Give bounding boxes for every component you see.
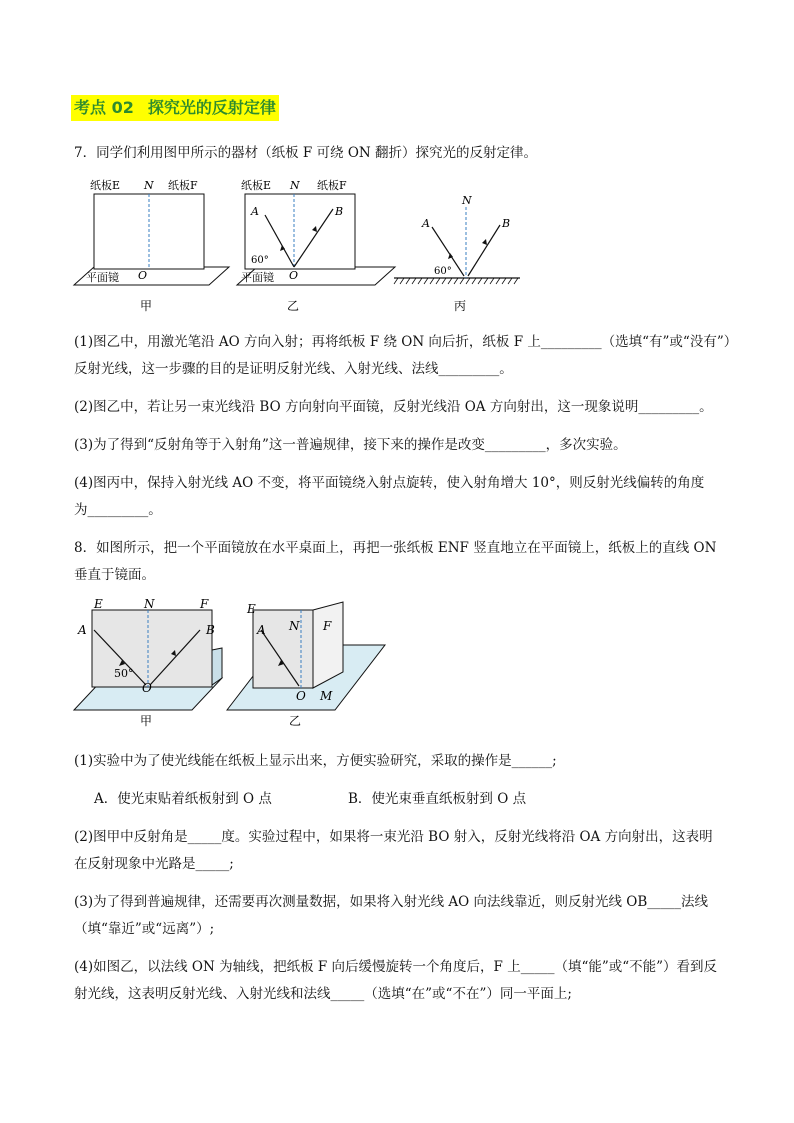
- q8-part4-line1: (4)如图乙，以法线 ON 为轴线，把纸板 F 向后缓慢旋转一个角度后，F 上_____（填“能”或“不能”）看到反: [74, 959, 718, 975]
- q8-part2-line2: 在反射现象中光路是_____;: [74, 856, 234, 872]
- section-title: 探究光的反射定律: [147, 98, 276, 117]
- q8-stem-line2: 垂直于镜面。: [74, 567, 155, 583]
- fig8-jia-b: B: [206, 623, 215, 637]
- fig8-jia-e: E: [94, 597, 103, 611]
- fig8-jia-o: O: [142, 681, 152, 695]
- fig8-jia-angle: 50°: [114, 667, 134, 680]
- fig8-jia-a: A: [78, 623, 87, 637]
- fig8-yi-f: F: [323, 619, 332, 633]
- fig7-yi-caption: 乙: [287, 299, 300, 313]
- fig8-jia-f: F: [200, 597, 209, 611]
- figure-8-yi: [225, 600, 385, 730]
- q8-option-b: B．使光束垂直纸板射到 O 点: [348, 791, 527, 807]
- section-heading: [71, 95, 279, 121]
- fig8-yi-m: M: [320, 689, 333, 703]
- q7-part2: (2)图乙中，若让另一束光线沿 BO 方向射向平面镜，反射光线沿 OA 方向射出，这一现象说明_________。: [74, 399, 713, 415]
- fig7-yi-n: N: [290, 179, 300, 192]
- fig7-jia-o: O: [138, 269, 148, 282]
- fig7-bing-b: B: [502, 217, 511, 230]
- figure-7-yi: [235, 175, 395, 315]
- fig8-yi-n: N: [289, 619, 300, 633]
- fig7-jia-caption: 甲: [140, 299, 153, 313]
- q7-part4-line2: 为_________。: [74, 502, 162, 518]
- fig8-yi-o: O: [296, 689, 306, 703]
- q7-part1-line1: (1)图乙中，用激光笔沿 AO 方向入射；再将纸板 F 绕 ON 向后折，纸板 F 上_________（选填“有”或“没有”）: [74, 334, 738, 350]
- fig7-yi-board-f: 纸板F: [317, 179, 347, 192]
- q7-part1-line2: 反射光线，这一步骤的目的是证明反射光线、入射光线、法线_________。: [74, 361, 513, 377]
- q8-part2-line1: (2)图甲中反射角是_____度。实验过程中，如果将一束光沿 BO 射入，反射光线将沿 OA 方向射出，这表明: [74, 829, 713, 845]
- q7-stem: 7．同学们利用图甲所示的器材（纸板 F 可绕 ON 翻折）探究光的反射定律。: [74, 145, 538, 161]
- fig7-bing-caption: 丙: [454, 299, 467, 313]
- fig8-jia-caption: 甲: [140, 714, 153, 728]
- fig7-yi-board-e: 纸板E: [241, 179, 272, 192]
- fig7-yi-b: B: [335, 205, 344, 218]
- fig7-jia-board-f: 纸板F: [168, 179, 198, 192]
- section-label: 考点 02: [74, 98, 134, 117]
- fig7-bing-angle: 60°: [434, 266, 452, 277]
- fig8-yi-e: E: [247, 602, 256, 616]
- q7-part3: (3)为了得到“反射角等于入射角”这一普遍规律，接下来的操作是改变_________，多次实验。: [74, 437, 627, 453]
- fig7-jia-n: N: [144, 179, 154, 192]
- q8-part4-line2: 射光线，这表明反射光线、入射光线和法线_____（选填“在”或“不在”）同一平面上;: [74, 986, 572, 1002]
- q8-option-a: A．使光束贴着纸板射到 O 点: [94, 791, 272, 807]
- q8-stem-line1: 8．如图所示，把一个平面镜放在水平桌面上，再把一张纸板 ENF 竖直地立在平面镜上，纸板上的直线 ON: [74, 540, 717, 556]
- figure-8-jia: [72, 597, 232, 730]
- fig7-yi-o: O: [289, 269, 299, 282]
- fig8-yi-caption: 乙: [289, 714, 302, 728]
- figure-7-bing: [392, 175, 532, 315]
- q8-part3-line1: (3)为了得到普遍规律，还需要再次测量数据，如果将入射光线 AO 向法线靠近，则反射光线 OB_____法线: [74, 894, 709, 910]
- fig7-jia-mirror: 平面镜: [86, 271, 119, 284]
- fig7-jia-board-e: 纸板E: [90, 179, 121, 192]
- fig8-yi-a: A: [257, 623, 266, 637]
- q8-part3-line2: （填“靠近”或“远离”）;: [74, 921, 215, 937]
- fig7-bing-n: N: [462, 194, 472, 207]
- q8-part1: (1)实验中为了使光线能在纸板上显示出来，方便实验研究，采取的操作是______;: [74, 753, 557, 769]
- fig8-jia-n: N: [144, 597, 155, 611]
- fig7-yi-mirror: 平面镜: [241, 271, 274, 284]
- fig7-yi-a: A: [251, 205, 259, 218]
- fig7-bing-a: A: [422, 217, 430, 230]
- fig7-yi-angle: 60°: [251, 255, 269, 266]
- figure-7-jia: [72, 175, 232, 315]
- q7-part4-line1: (4)图丙中，保持入射光线 AO 不变，将平面镜绕入射点旋转，使入射角增大 10°，则反射光线偏转的角度: [74, 475, 705, 491]
